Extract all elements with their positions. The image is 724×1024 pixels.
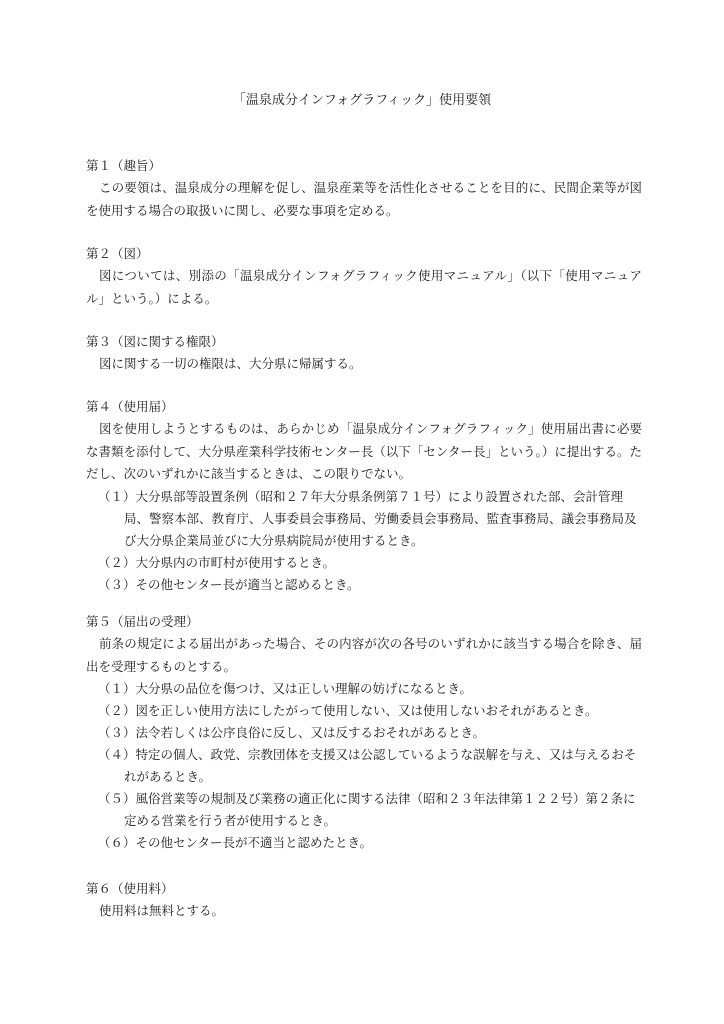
section-heading: 第２（図） [86, 246, 149, 261]
section-body: 前条の規定による届出があった場合、その内容が次の各号のいずれかに該当する場合を除き、届出を受理するものとする。 [86, 636, 642, 674]
section-body: 図については、別添の「温泉成分インフォグラフィック使用マニュアル」（以下「使用マニュアル」という。）による。 [86, 268, 642, 306]
document-title: 「温泉成分インフォグラフィック」使用要領 [232, 93, 492, 108]
section-body: 図に関する一切の権限は、大分県に帰属する。 [99, 356, 362, 371]
item-text: 法令若しくは公序良俗に反し、又は反するおそれがあるとき。 [135, 725, 486, 740]
rejection-list [86, 678, 642, 854]
list-item [86, 678, 642, 700]
item-number: （３） [98, 725, 136, 740]
item-text: 風俗営業等の規制及び業務の適正化に関する法律（昭和２３年法律第１２２号）第２条に定める営業を行う者が使用するとき。 [124, 791, 636, 828]
list-item [86, 788, 642, 832]
list-item [86, 552, 642, 574]
item-number: （２） [98, 554, 136, 570]
item-text: その他センター長が適当と認めるとき。 [135, 576, 360, 592]
section-heading: 第４（使用届） [86, 399, 174, 414]
section-acceptance [86, 611, 642, 854]
section-heading: 第６（使用料） [86, 881, 174, 896]
item-text: 特定の個人、政党、宗教団体を支援又は公認しているような誤解を与え、又は与えるおそれがあるとき。 [124, 747, 637, 784]
list-item [86, 700, 642, 722]
item-text: 大分県部等設置条例（昭和２７年大分県条例第７１号）により設置された部、会計管理局、警察本部、教育庁、人事委員会事務局、労働委員会事務局、監査事務局、議会事務局及び大分県企業局並びに大分県病院局が使用するとき。 [124, 488, 637, 548]
section-heading: 第３（図に関する権限） [86, 334, 224, 349]
section-heading: 第５（届出の受理） [86, 614, 199, 629]
item-text: その他センター長が不適当と認めたとき。 [135, 835, 373, 850]
item-number: （２） [98, 703, 136, 718]
item-number: （６） [98, 835, 136, 850]
section-heading: 第１（趣旨） [86, 158, 162, 173]
item-text: 図を正しい使用方法にしたがって使用しない、又は使用しないおそれがあるとき。 [135, 703, 598, 718]
item-number: （５） [98, 791, 136, 806]
list-item [86, 574, 642, 596]
item-number: （４） [98, 747, 136, 762]
section-rights [86, 331, 642, 376]
item-number: （１） [98, 488, 136, 504]
item-number: （３） [98, 576, 136, 592]
section-body: 使用料は無料とする。 [99, 903, 225, 918]
list-item [86, 744, 642, 788]
list-item [86, 486, 642, 552]
item-number: （１） [98, 681, 136, 696]
section-usage-notification [86, 396, 642, 596]
section-purpose [86, 155, 642, 222]
section-usage-fee [86, 878, 642, 923]
item-text: 大分県の品位を傷つけ、又は正しい理解の妨げになるとき。 [135, 681, 473, 696]
list-item [86, 832, 642, 854]
section-body: この要領は、温泉成分の理解を促し、温泉産業等を活性化させることを目的に、民間企業等が図を使用する場合の取扱いに関し、必要な事項を定める。 [86, 180, 642, 218]
section-figure [86, 243, 642, 310]
section-body: 図を使用しようとするものは、あらかじめ「温泉成分インフォグラフィック」使用届出書に必要な書類を添付して、大分県産業科学技術センター長（以下「センター長」という。）に提出する。ただし、次のいずれかに該当するときは、この限りでない。 [86, 421, 642, 481]
item-text: 大分県内の市町村が使用するとき。 [135, 554, 336, 570]
exception-list [86, 486, 642, 596]
list-item [86, 722, 642, 744]
